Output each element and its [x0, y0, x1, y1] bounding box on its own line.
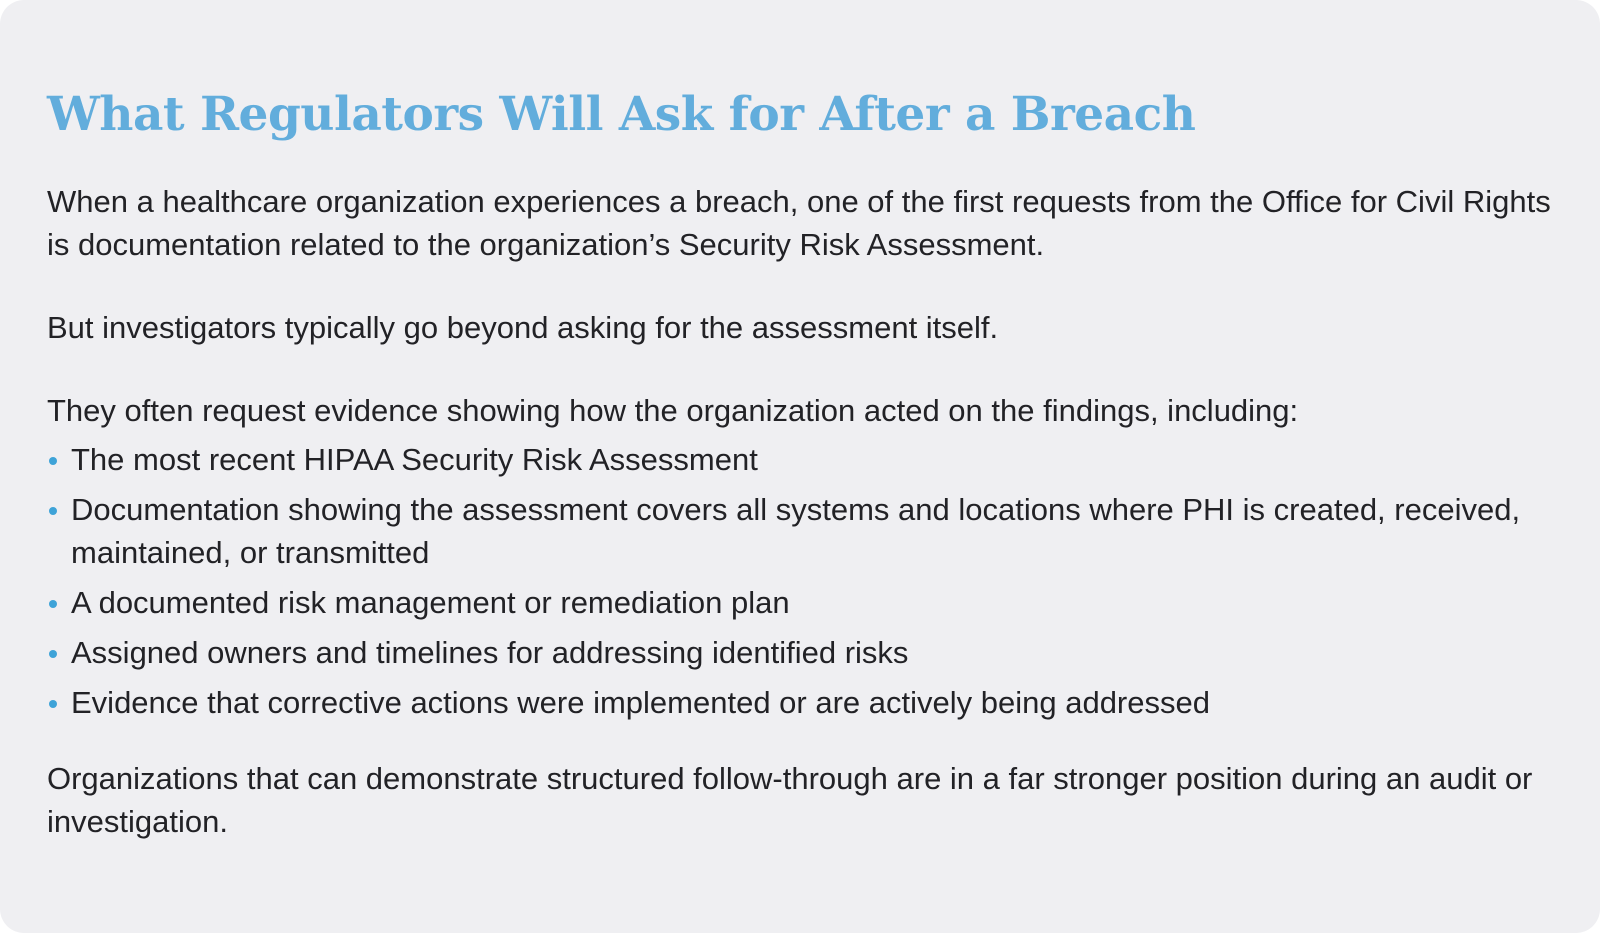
list-item	[47, 631, 1552, 674]
list-item-text: The most recent HIPAA Security Risk Assessment	[71, 442, 758, 477]
beyond-paragraph: But investigators typically go beyond asking for the assessment itself.	[47, 310, 999, 345]
closing-paragraph: Organizations that can demonstrate structured follow-through are in a far stronger position during an audit or investigation.	[47, 761, 1533, 839]
list-item	[47, 681, 1552, 724]
intro-paragraph: When a healthcare organization experiences a breach, one of the first requests from the Office for Civil Rights is documentation related to the organization’s Security Risk Assessment.	[47, 184, 1551, 262]
bullet-dot-icon	[49, 507, 57, 515]
list-item-text: Evidence that corrective actions were implemented or are actively being addressed	[71, 685, 1210, 720]
list-item	[47, 581, 1552, 624]
list-item-text: Assigned owners and timelines for addressing identified risks	[71, 635, 909, 670]
bullet-dot-icon	[49, 650, 57, 658]
list-item-text: Documentation showing the assessment covers all systems and locations where PHI is created, received, maintained, or transmitted	[71, 492, 1521, 570]
list-item	[47, 488, 1552, 574]
bullet-dot-icon	[49, 457, 57, 465]
bullet-dot-icon	[49, 700, 57, 708]
list-item	[47, 438, 1552, 481]
list-item-text: A documented risk management or remediation plan	[71, 585, 790, 620]
page-title: What Regulators Will Ask for After a Breach	[47, 87, 1196, 142]
bullet-dot-icon	[49, 600, 57, 608]
evidence-lead-paragraph: They often request evidence showing how the organization acted on the findings, including:	[47, 393, 1299, 428]
evidence-list	[47, 438, 1552, 724]
